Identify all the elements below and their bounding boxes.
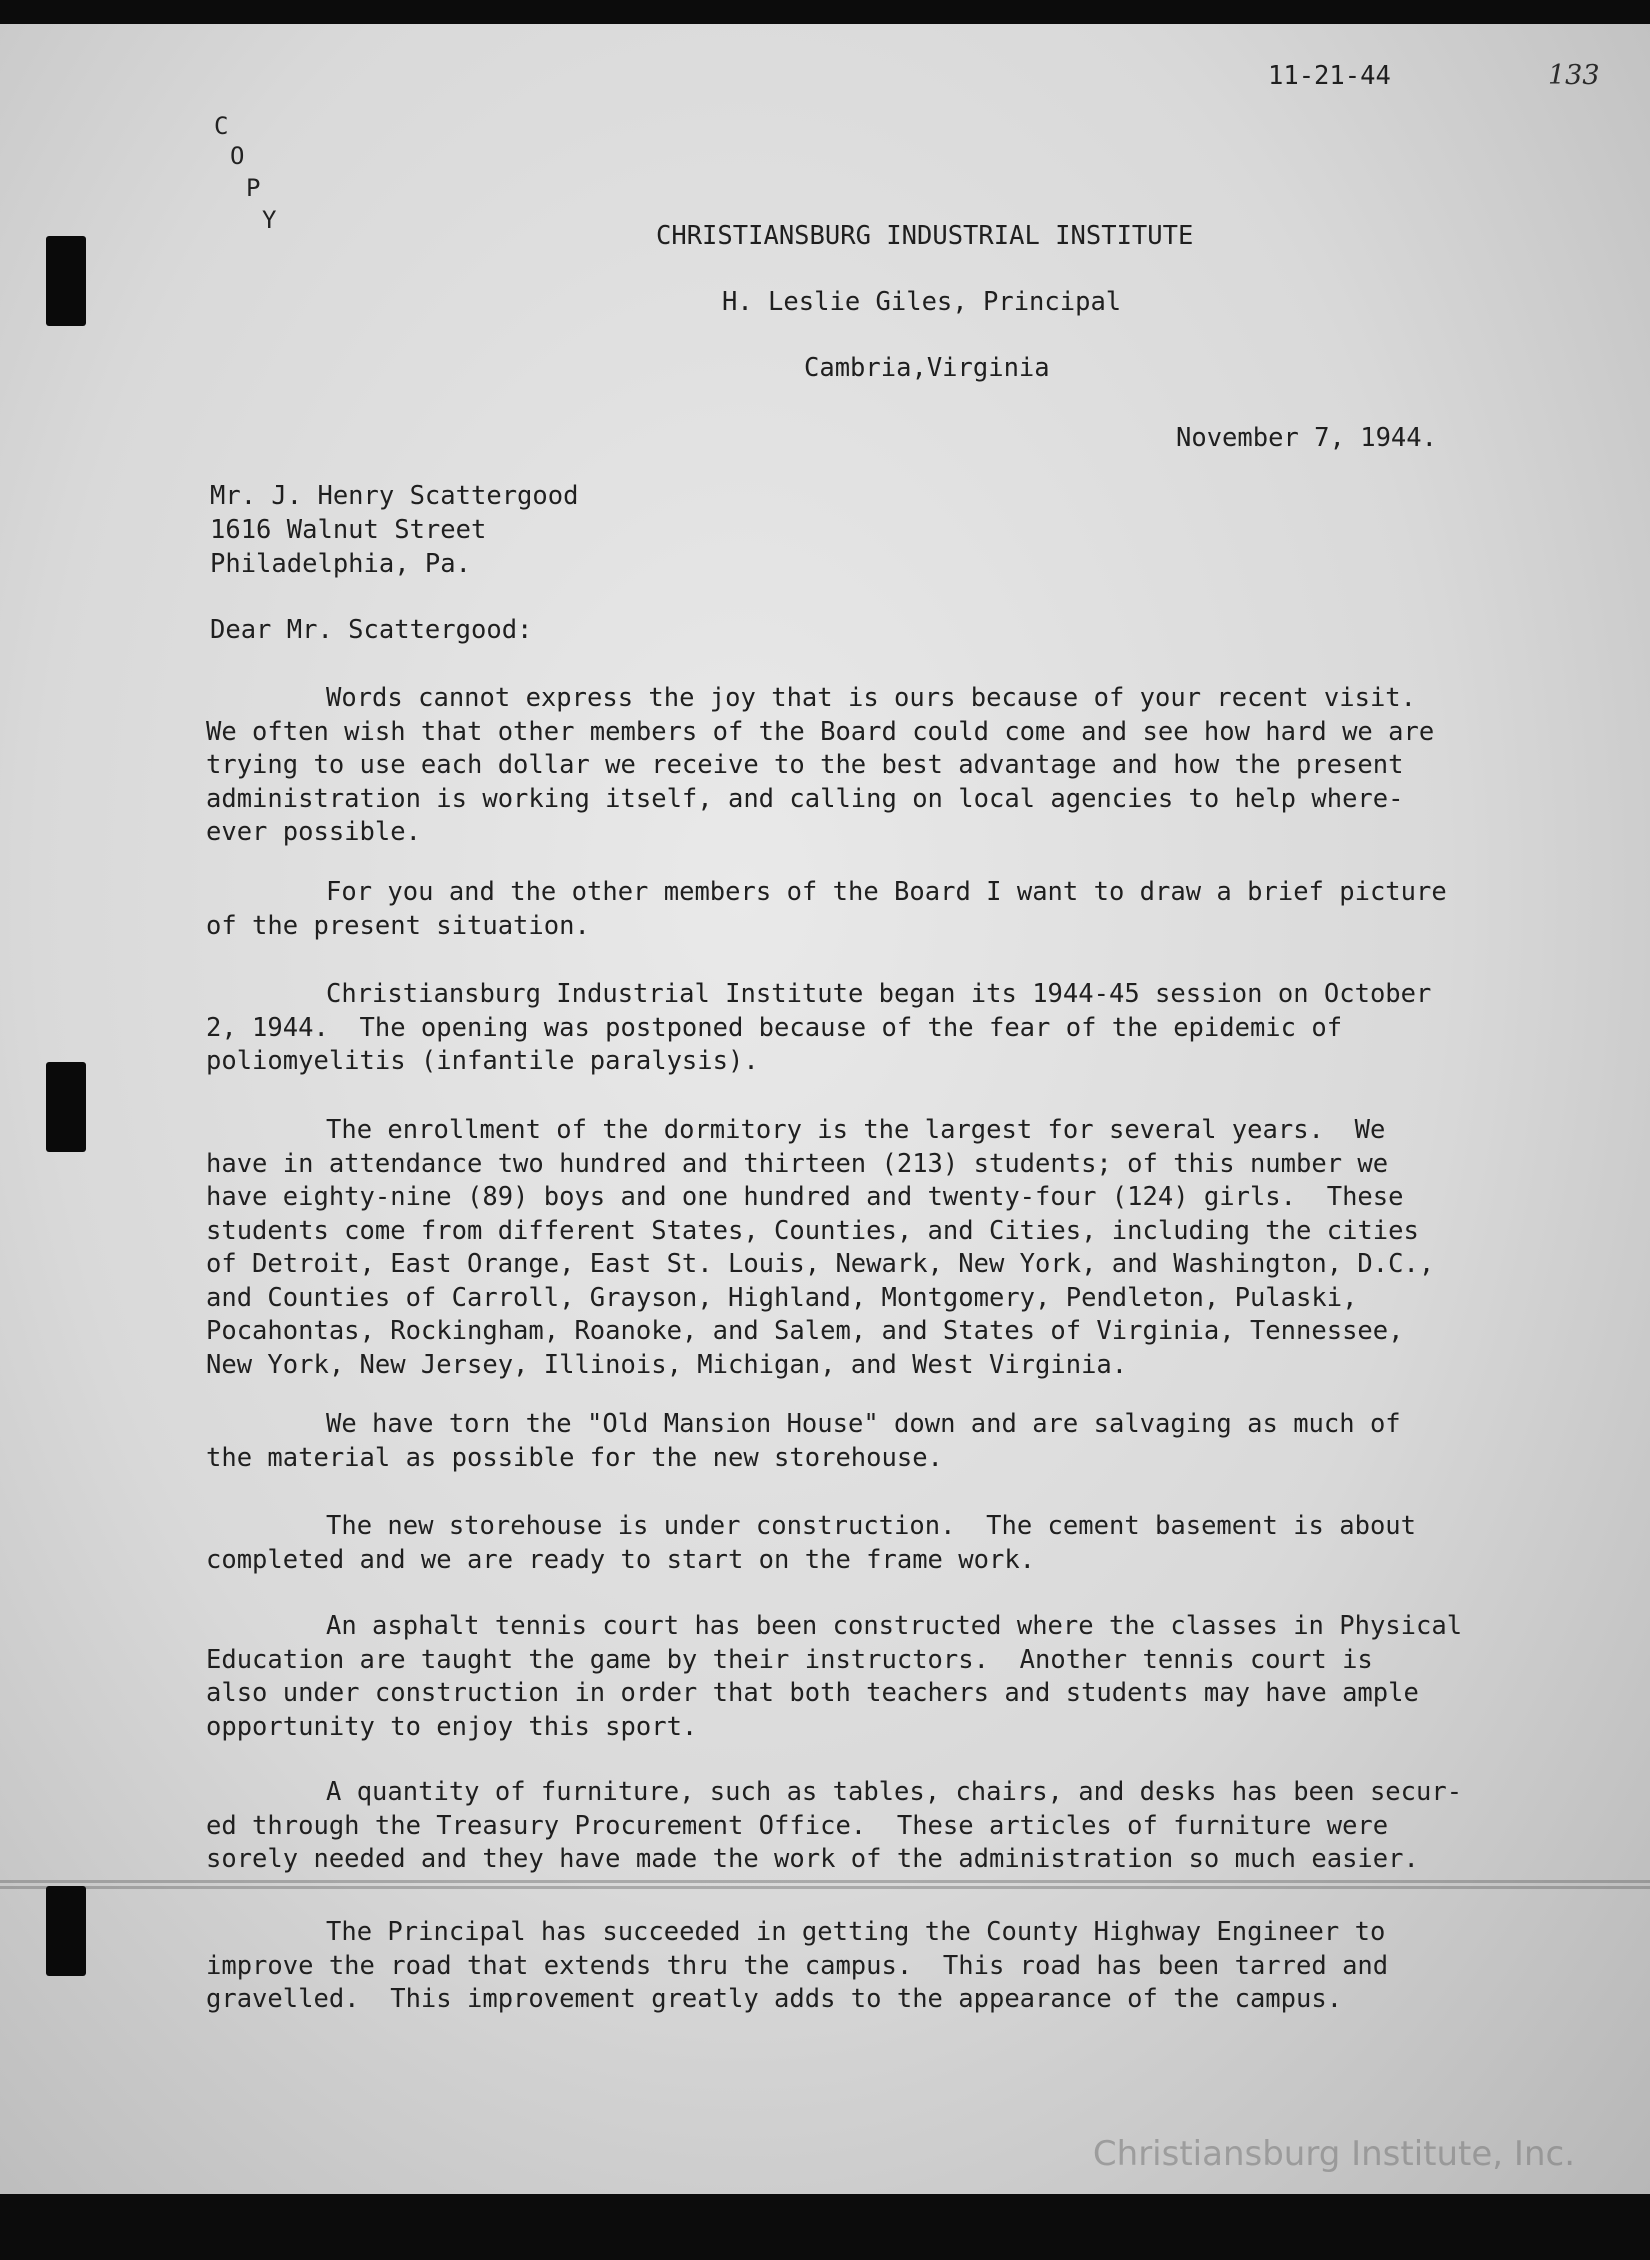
scan-fold-line <box>0 1886 1650 1889</box>
letterhead-location: Cambria,Virginia <box>804 353 1050 383</box>
recipient-city: Philadelphia, Pa. <box>210 549 471 579</box>
paragraph-line: The enrollment of the dormitory is the largest for several years. We <box>326 1115 1386 1145</box>
letterhead-institution: CHRISTIANSBURG INDUSTRIAL INSTITUTE <box>656 221 1194 251</box>
paragraph-line: have eighty-nine (89) boys and one hundred and twenty-four (124) girls. These <box>206 1182 1404 1212</box>
paragraph-line: students come from different States, Counties, and Cities, including the cities <box>206 1215 1419 1246</box>
document-page <box>0 24 1650 2194</box>
paragraph-line: An asphalt tennis court has been constructed where the classes in Physical <box>326 1611 1463 1641</box>
copy-letter: O <box>230 142 245 170</box>
paragraph-line: of the present situation. <box>206 910 590 941</box>
recipient-street: 1616 Walnut Street <box>210 515 487 545</box>
paragraph-line: improve the road that extends thru the campus. This road has been tarred and <box>206 1950 1389 1981</box>
paragraph-line: The Principal has succeeded in getting the County Highway Engineer to <box>326 1917 1386 1947</box>
paragraph-line: Christiansburg Industrial Institute began its 1944-45 session on October <box>326 979 1432 1009</box>
copy-letter: P <box>246 174 261 202</box>
paragraph-line: We often wish that other members of the Board could come and see how hard we are <box>206 716 1435 747</box>
recipient-name: Mr. J. Henry Scattergood <box>210 481 579 511</box>
paragraph-line: Words cannot express the joy that is ours because of your recent visit. <box>326 683 1417 713</box>
paragraph-line: Education are taught the game by their instructors. Another tennis court is <box>206 1644 1373 1675</box>
punch-hole-mark <box>46 1062 86 1152</box>
paragraph-line: trying to use each dollar we receive to the best advantage and how the present <box>206 750 1404 780</box>
punch-hole-mark <box>46 1886 86 1976</box>
paragraph-line: sorely needed and they have made the work of the administration so much easier. <box>206 1844 1419 1874</box>
scan-fold-line <box>0 1880 1650 1883</box>
paragraph-line: A quantity of furniture, such as tables, chairs, and desks has been secur- <box>326 1777 1463 1807</box>
copy-letter: C <box>214 112 229 140</box>
paragraph-line: ed through the Treasury Procurement Office. These articles of furniture were <box>206 1810 1389 1841</box>
paragraph-line: administration is working itself, and calling on local agencies to help where- <box>206 783 1404 814</box>
page-number: 133 <box>1548 60 1600 91</box>
paragraph-line: of Detroit, East Orange, East St. Louis, Newark, New York, and Washington, D.C., <box>206 1249 1435 1279</box>
punch-hole-mark <box>46 236 86 326</box>
paragraph-line: the material as possible for the new storehouse. <box>206 1442 943 1473</box>
date-stamp: 11-21-44 <box>1268 61 1391 91</box>
paragraph-line: opportunity to enjoy this sport. <box>206 1711 698 1742</box>
copy-letter: Y <box>262 206 277 234</box>
letterhead-principal: H. Leslie Giles, Principal <box>722 287 1122 317</box>
paragraph-line: completed and we are ready to start on the frame work. <box>206 1544 1036 1575</box>
salutation: Dear Mr. Scattergood: <box>210 615 533 645</box>
paragraph-line: gravelled. This improvement greatly adds to the appearance of the campus. <box>206 1984 1343 2014</box>
paragraph-line: We have torn the "Old Mansion House" down and are salvaging as much of <box>326 1409 1401 1439</box>
paragraph-line: poliomyelitis (infantile paralysis). <box>206 1046 759 1076</box>
paragraph-line: ever possible. <box>206 817 421 847</box>
paragraph-line: also under construction in order that both teachers and students may have ample <box>206 1678 1419 1708</box>
paragraph-line: New York, New Jersey, Illinois, Michigan, and West Virginia. <box>206 1349 1128 1380</box>
paragraph-line: For you and the other members of the Board I want to draw a brief picture <box>326 877 1447 907</box>
paragraph-line: Pocahontas, Rockingham, Roanoke, and Salem, and States of Virginia, Tennessee, <box>206 1316 1404 1346</box>
letter-date: November 7, 1944. <box>1176 423 1437 453</box>
paragraph-line: and Counties of Carroll, Grayson, Highland, Montgomery, Pendleton, Pulaski, <box>206 1282 1358 1313</box>
paragraph-line: have in attendance two hundred and thirteen (213) students; of this number we <box>206 1148 1389 1179</box>
watermark: Christiansburg Institute, Inc. <box>1092 2134 1575 2174</box>
paragraph-line: The new storehouse is under construction. The cement basement is about <box>326 1511 1417 1541</box>
paragraph-line: 2, 1944. The opening was postponed because of the fear of the epidemic of <box>206 1012 1343 1043</box>
